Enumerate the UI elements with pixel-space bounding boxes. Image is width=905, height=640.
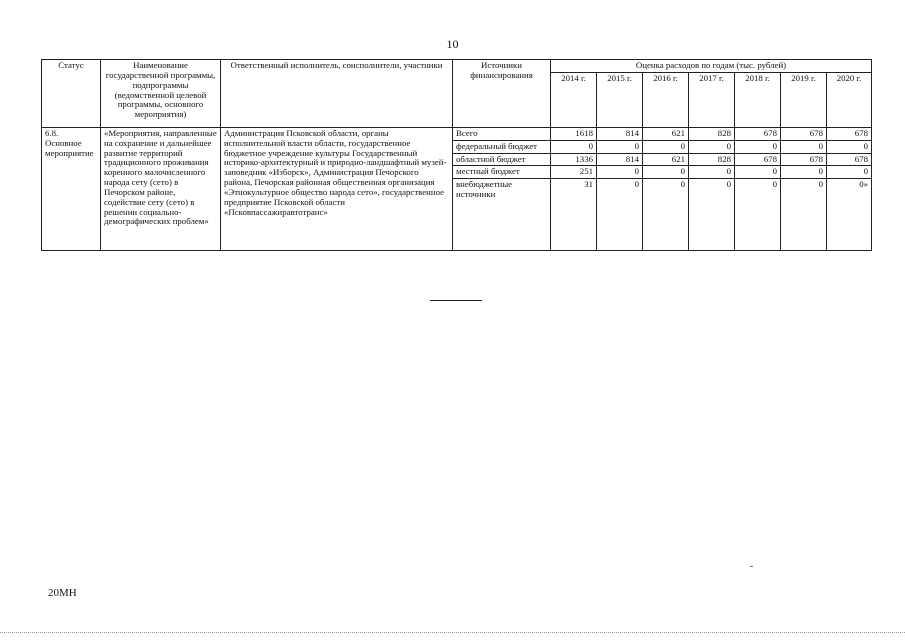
header-year: 2014 г.	[551, 72, 597, 127]
status-cell: 6.8. Основное мероприятие	[42, 127, 101, 250]
header-year: 2017 г.	[689, 72, 735, 127]
scan-edge-line	[0, 632, 905, 633]
value-cell: 0»	[827, 179, 872, 251]
header-estimate: Оценка расходов по годам (тыс. рублей)	[551, 60, 872, 73]
value-cell: 0	[781, 166, 827, 179]
document-code: 20МН	[48, 587, 77, 599]
value-cell: 0	[643, 140, 689, 153]
table-row	[42, 127, 872, 140]
source-cell: федеральный бюджет	[453, 140, 551, 153]
value-cell: 0	[689, 179, 735, 251]
table-header-row	[42, 60, 872, 73]
header-year: 2015 г.	[597, 72, 643, 127]
expenditure-table	[41, 59, 872, 251]
value-cell: 828	[689, 153, 735, 166]
value-cell: 0	[735, 140, 781, 153]
source-cell: областной бюджет	[453, 153, 551, 166]
value-cell: 251	[551, 166, 597, 179]
source-cell: Всего	[453, 127, 551, 140]
source-cell: внебюджетные источники	[453, 179, 551, 251]
separator-line	[430, 300, 482, 301]
value-cell: 0	[735, 179, 781, 251]
value-cell: 0	[689, 166, 735, 179]
value-cell: 0	[597, 179, 643, 251]
executor-cell: Администрация Псковской области, органы исполнительной власти области, государственное бюджетное учреждение культуры Государственный историко-архитектурный и природно-ландшафтный музей-заповедник «Изборск», Администрация Печорского района, Печорская районная общественная организация «Этнокультурное общество народа сето», государственное предприятие Псковской области «Псковпассажиравтотранс»	[221, 127, 453, 250]
value-cell: 0	[781, 179, 827, 251]
value-cell: 31	[551, 179, 597, 251]
value-cell: 0	[689, 140, 735, 153]
value-cell: 1618	[551, 127, 597, 140]
value-cell: 0	[781, 140, 827, 153]
header-year: 2020 г.	[827, 72, 872, 127]
header-status: Статус	[42, 60, 101, 128]
value-cell: 828	[689, 127, 735, 140]
header-year: 2016 г.	[643, 72, 689, 127]
value-cell: 678	[735, 153, 781, 166]
value-cell: 678	[781, 153, 827, 166]
value-cell: 0	[827, 166, 872, 179]
header-year: 2019 г.	[781, 72, 827, 127]
value-cell: 0	[597, 140, 643, 153]
value-cell: 814	[597, 153, 643, 166]
name-cell: «Мероприятия, направленные на сохранение и дальнейшее развитие территорий традиционного проживания коренного малочисленного народа сету (сето) в Печорском районе, содействие сету (сето) в решении социально-демографических проблем»	[101, 127, 221, 250]
value-cell: 814	[597, 127, 643, 140]
value-cell: 0	[827, 140, 872, 153]
value-cell: 0	[643, 179, 689, 251]
value-cell: 1336	[551, 153, 597, 166]
value-cell: 678	[827, 127, 872, 140]
value-cell: 0	[597, 166, 643, 179]
value-cell: 678	[827, 153, 872, 166]
scan-mark	[750, 566, 753, 567]
value-cell: 678	[781, 127, 827, 140]
header-year: 2018 г.	[735, 72, 781, 127]
value-cell: 0	[643, 166, 689, 179]
value-cell: 621	[643, 127, 689, 140]
value-cell: 621	[643, 153, 689, 166]
header-name: Наименование государственной программы, подпрограммы (ведомственной целевой программы, основного мероприятия)	[101, 60, 221, 128]
header-sources: Источники финансирования	[453, 60, 551, 128]
value-cell: 0	[735, 166, 781, 179]
header-executor: Ответственный исполнитель, соисполнители, участники	[221, 60, 453, 128]
value-cell: 0	[551, 140, 597, 153]
page-number: 10	[446, 37, 459, 51]
value-cell: 678	[735, 127, 781, 140]
source-cell: местный бюджет	[453, 166, 551, 179]
